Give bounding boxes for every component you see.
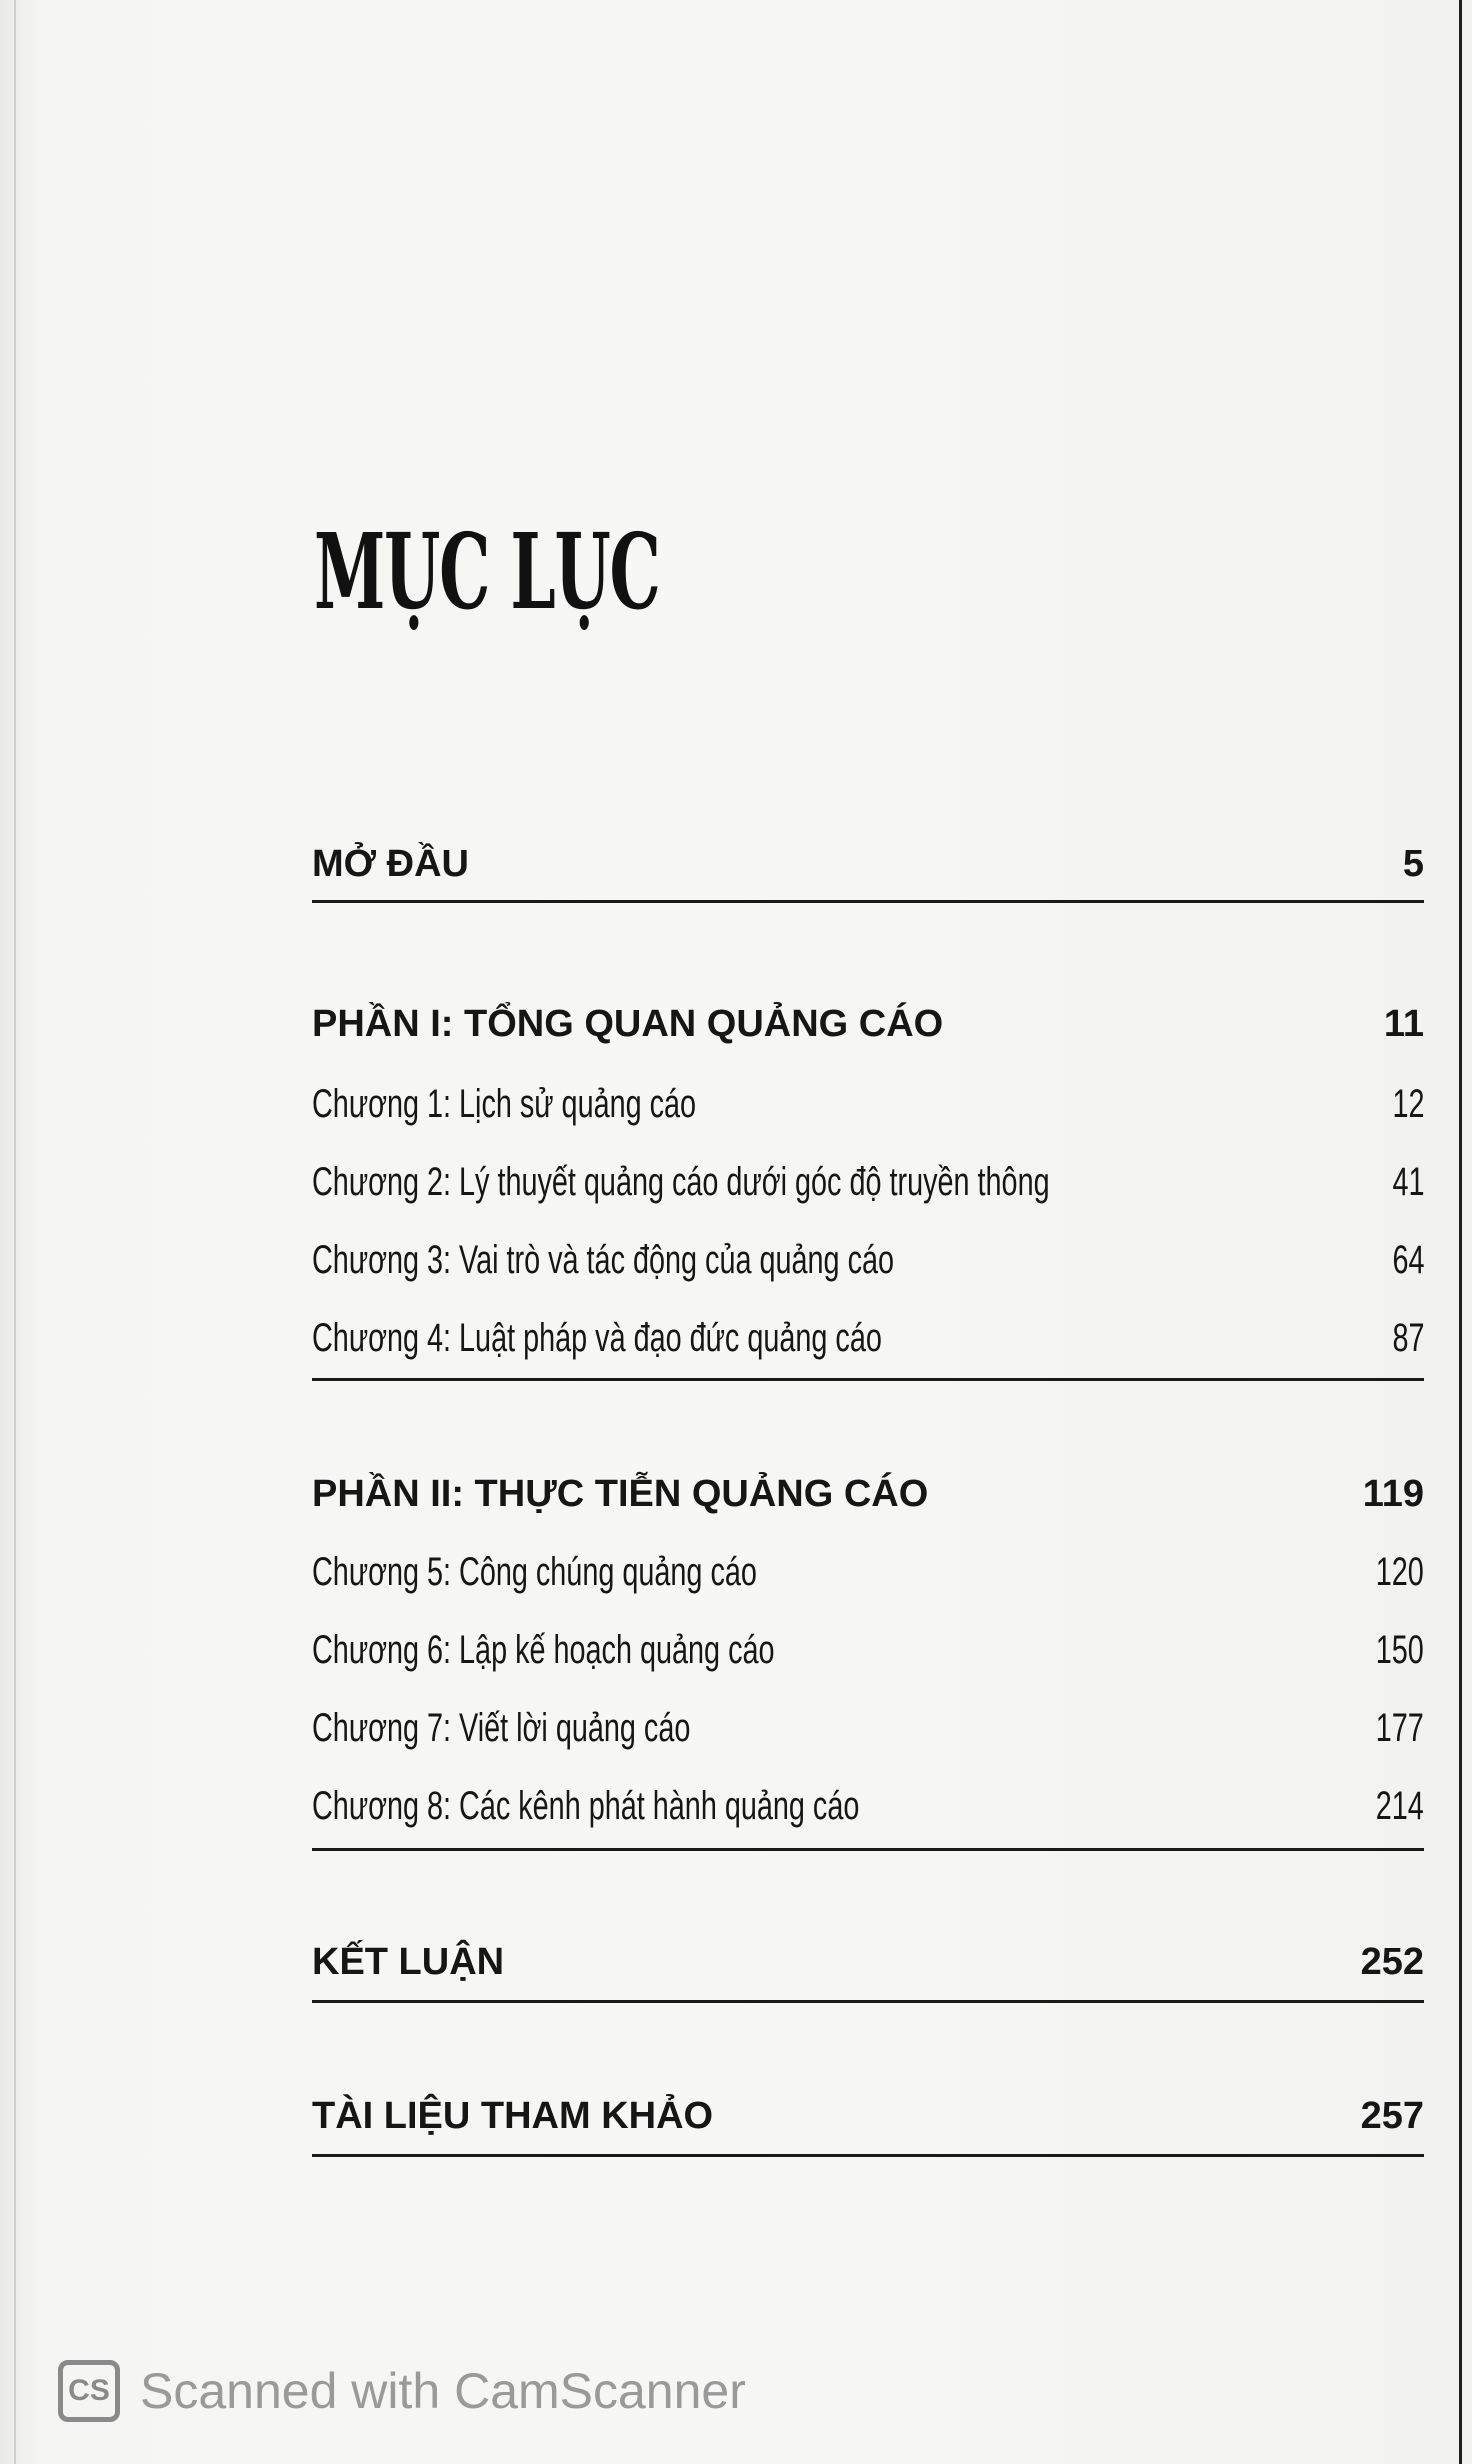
toc-chapter-label: Chương 6: Lập kế hoạch quảng cáo <box>312 1627 775 1672</box>
toc-chapter-page: 150 <box>1375 1627 1424 1672</box>
toc-chapter-2 <box>312 1154 1424 1210</box>
toc-chapter-page: 41 <box>1391 1159 1424 1204</box>
watermark-text: Scanned with CamScanner <box>140 2363 746 2419</box>
toc-chapter-6 <box>312 1622 1424 1678</box>
toc-chapter-4 <box>312 1310 1424 1366</box>
toc-chapter-label: Chương 7: Viết lời quảng cáo <box>312 1705 691 1750</box>
toc-chapter-label: Chương 8: Các kênh phát hành quảng cáo <box>312 1783 860 1828</box>
toc-entry-page: 257 <box>1360 2094 1424 2137</box>
scanner-watermark <box>58 2355 746 2427</box>
toc-entry-tai-lieu <box>312 2088 1424 2144</box>
toc-chapter-5 <box>312 1544 1424 1600</box>
toc-chapter-label: Chương 1: Lịch sử quảng cáo <box>312 1081 697 1126</box>
toc-entry-page: 119 <box>1362 1472 1424 1515</box>
toc-chapter-page: 64 <box>1391 1237 1424 1282</box>
toc-chapter-3 <box>312 1232 1424 1288</box>
toc-chapter-label: Chương 4: Luật pháp và đạo đức quảng cáo <box>312 1315 882 1360</box>
toc-entry-page: 11 <box>1383 1002 1424 1045</box>
toc-chapter-7 <box>312 1700 1424 1756</box>
toc-chapter-page: 214 <box>1375 1783 1424 1828</box>
toc-chapter-page: 12 <box>1391 1081 1424 1126</box>
camscanner-logo-icon: CS <box>58 2360 120 2422</box>
toc-entry-page: 252 <box>1360 1940 1424 1983</box>
page-title: MỤC LỤC <box>314 510 660 633</box>
toc-entry-ket-luan <box>312 1934 1424 1990</box>
toc-chapter-label: Chương 2: Lý thuyết quảng cáo dưới góc độ truyền thông <box>312 1159 1050 1204</box>
toc-entry-label: KẾT LUẬN <box>312 1940 505 1983</box>
toc-entry-phan-2 <box>312 1466 1424 1522</box>
section-divider <box>312 1848 1424 1851</box>
page-gutter <box>14 0 16 2464</box>
toc-entry-label: TÀI LIỆU THAM KHẢO <box>312 2094 714 2137</box>
toc-entry-label: PHẦN I: TỔNG QUAN QUẢNG CÁO <box>312 1002 944 1045</box>
toc-chapter-label: Chương 3: Vai trò và tác động của quảng cáo <box>312 1237 895 1282</box>
toc-chapter-8 <box>312 1778 1424 1834</box>
toc-chapter-label: Chương 5: Công chúng quảng cáo <box>312 1549 757 1594</box>
section-divider <box>312 1378 1424 1381</box>
section-divider <box>312 2154 1424 2157</box>
section-divider <box>312 900 1424 903</box>
toc-entry-mo-dau <box>312 836 1424 892</box>
toc-chapter-page: 177 <box>1375 1705 1424 1750</box>
toc-entry-label: MỞ ĐẦU <box>312 842 469 885</box>
toc-chapter-1 <box>312 1076 1424 1132</box>
toc-entry-page: 5 <box>1402 842 1424 885</box>
toc-chapter-page: 120 <box>1375 1549 1424 1594</box>
page-edge <box>1459 0 1462 2464</box>
section-divider <box>312 2000 1424 2003</box>
toc-chapter-page: 87 <box>1391 1315 1424 1360</box>
toc-entry-label: PHẦN II: THỰC TIỄN QUẢNG CÁO <box>312 1472 929 1515</box>
toc-entry-phan-1 <box>312 996 1424 1052</box>
